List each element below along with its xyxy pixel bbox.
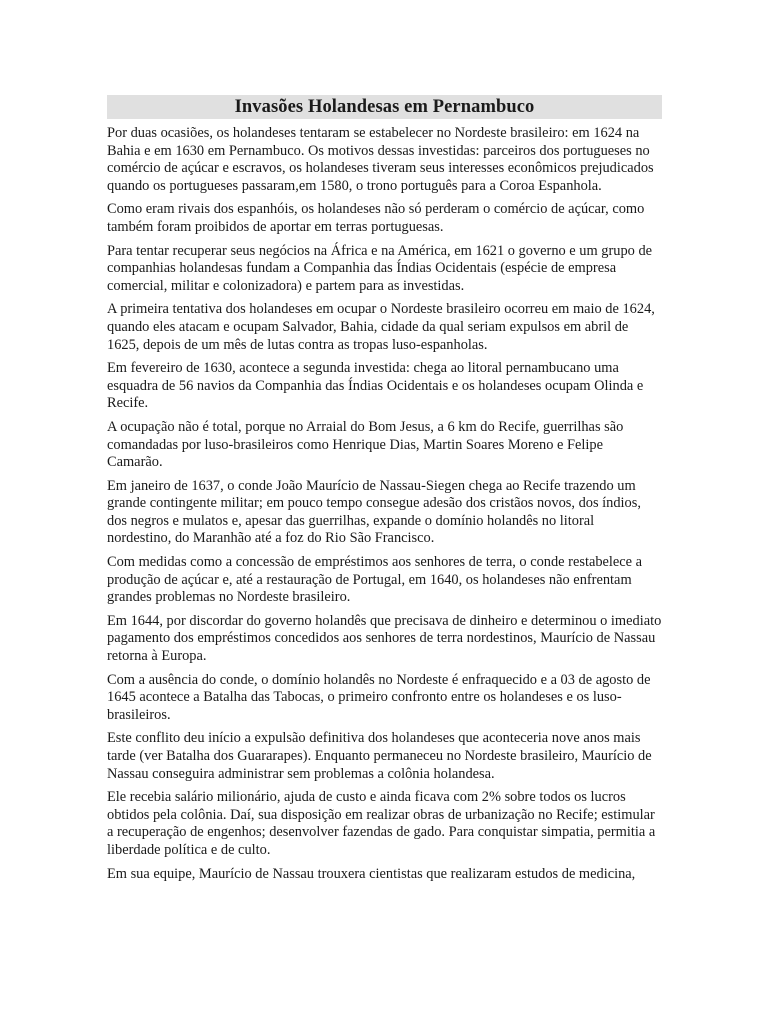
page-title: Invasões Holandesas em Pernambuco [234,96,535,117]
paragraph: A ocupação não é total, porque no Arraial do Bom Jesus, a 6 km do Recife, guerrilhas são comandadas por luso-brasileiros como Henrique Dias, Martin Soares Moreno e Felipe Camarão. [107,418,624,471]
paragraph: Para tentar recuperar seus negócios na África e na América, em 1621 o governo e um grupo de companhias holandesas fundam a Companhia das Índias Ocidentais (espécie de empresa comercial, militar e colonizadora) e partem para as investidas. [107,242,653,294]
document-page [107,95,662,889]
title-bar [107,95,662,119]
paragraph: Em fevereiro de 1630, acontece a segunda investida: chega ao litoral pernambucano uma esquadra de 56 navios da Companhia das Índias Ocidentais e os holandeses ocupam Olinda e Recife. [107,360,644,412]
paragraph: Por duas ocasiões, os holandeses tentaram se estabelecer no Nordeste brasileiro: em 1624 na Bahia e em 1630 em Pernambuco. Os motivos dessas investidas: parceiros dos portugueses no comércio de açúcar e escravos, os holandeses tiveram seus interesses econômicos prejudicados quando os portugueses passaram,em 1580, o trono português para a Coroa Espanhola. [107,125,654,194]
paragraph: Em 1644, por discordar do governo holandês que precisava de dinheiro e determinou o imediato pagamento dos empréstimos concedidos aos senhores de terra nordestinos, Maurício de Nassau retorna à Europa. [107,612,662,665]
paragraph: A primeira tentativa dos holandeses em ocupar o Nordeste brasileiro ocorreu em maio de 1624, quando eles atacam e ocupam Salvador, Bahia, cidade da qual seriam expulsos em abril de 1625, depois de um mês de lutas contra as tropas luso-espanholas. [107,301,655,353]
paragraph: Ele recebia salário milionário, ajuda de custo e ainda ficava com 2% sobre todos os lucros obtidos pela colônia. Daí, sua disposição em realizar obras de urbanização no Recife; estimular a recuperação de engenhos; desenvolver fazendas de gado. Para conquistar simpatia, permitia a liberdade política e de culto. [107,789,656,858]
paragraph: Com medidas como a concessão de empréstimos aos senhores de terra, o conde restabelece a produção de açúcar e, até a restauração de Portugal, em 1640, os holandeses não enfrentam grandes problemas no Nordeste brasileiro. [107,554,643,606]
paragraph: Em sua equipe, Maurício de Nassau trouxera cientistas que realizaram estudos de medicina, [107,865,636,882]
paragraph: Com a ausência do conde, o domínio holandês no Nordeste é enfraquecido e a 03 de agosto de 1645 acontece a Batalha das Tabocas, o primeiro confronto entre os holandeses e os luso-brasileiros. [107,671,651,723]
paragraph: Em janeiro de 1637, o conde João Maurício de Nassau-Siegen chega ao Recife trazendo um grande contingente militar; em pouco tempo consegue adesão dos cristãos novos, dos índios, dos negros e mulatos e, apesar das guerrilhas, expande o domínio holandês no litoral nordestino, do Maranhão até a foz do Rio São Francisco. [107,477,641,547]
paragraph: Como eram rivais dos espanhóis, os holandeses não só perderam o comércio de açúcar, como também foram proibidos de aportar em terras portuguesas. [107,201,645,235]
paragraph: Este conflito deu início a expulsão definitiva dos holandeses que aconteceria nove anos mais tarde (ver Batalha dos Guararapes). Enquanto permaneceu no Nordeste brasileiro, Maurício de Nassau conseguira administrar sem problemas a colônia holandesa. [107,730,652,782]
